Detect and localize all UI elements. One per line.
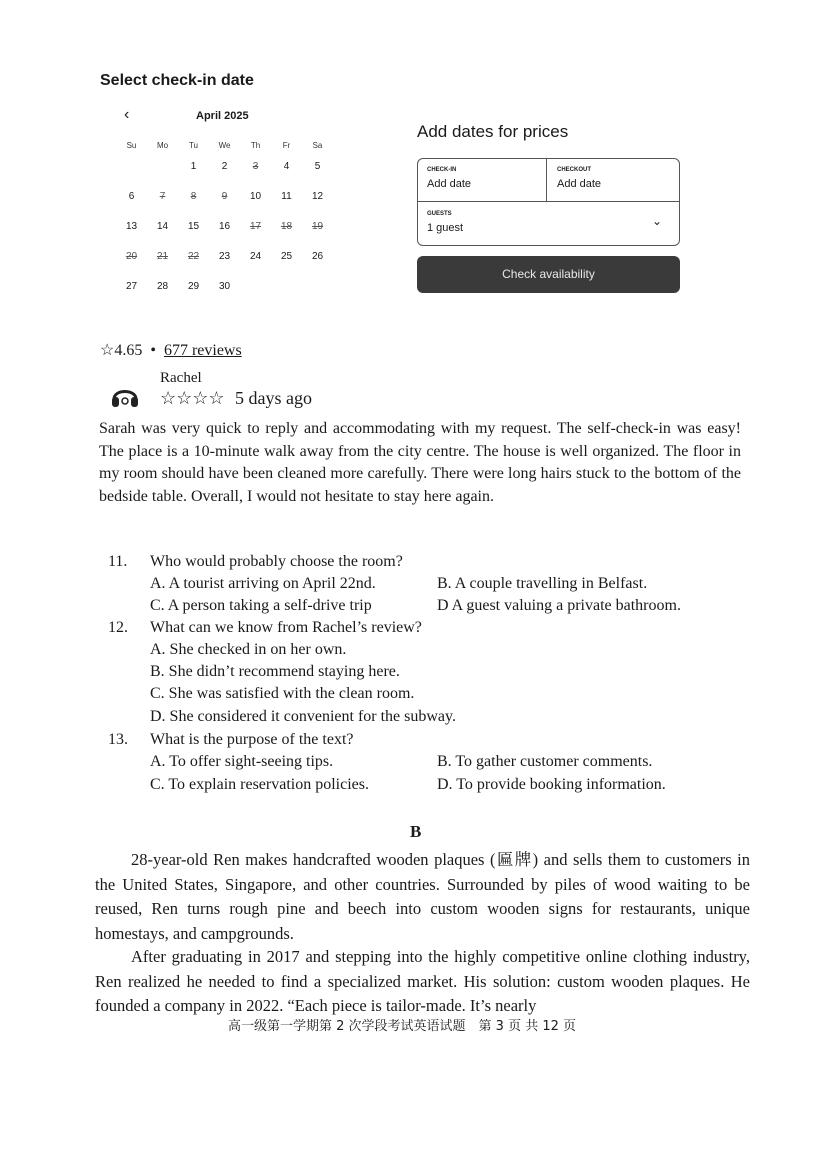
option-d: D. To provide booking information. xyxy=(437,776,666,793)
option-c: C. A person taking a self-drive trip xyxy=(150,597,372,614)
booking-box xyxy=(417,158,680,246)
calendar-day[interactable]: 25 xyxy=(280,251,293,262)
question-text: What is the purpose of the text? xyxy=(150,731,354,748)
option-b: B. A couple travelling in Belfast. xyxy=(437,575,648,592)
calendar-day-unavailable: 19 xyxy=(311,221,324,232)
calendar-day[interactable]: 15 xyxy=(187,221,200,232)
passage-paragraph-2: After graduating in 2017 and stepping into the highly competitive online clothing industry, Ren realized he needed to find a specialized market. His solution: custom wooden plaques. He founded a company in 2022. “Each piece is tailor-made. It’s nearly xyxy=(95,947,750,1015)
question-text: What can we know from Rachel’s review? xyxy=(150,619,422,636)
option-d: D A guest valuing a private bathroom. xyxy=(437,597,681,614)
calendar-day[interactable]: 10 xyxy=(249,191,262,202)
weekday-header: Th xyxy=(250,141,261,150)
calendar-day[interactable]: 11 xyxy=(281,191,292,202)
question-number: 11. xyxy=(108,553,128,570)
calendar-day[interactable]: 16 xyxy=(218,221,231,232)
option-d: D. She considered it convenient for the subway. xyxy=(150,708,456,725)
calendar-title: Select check-in date xyxy=(100,72,254,89)
guests-value: 1 guest xyxy=(427,222,464,234)
dates-divider xyxy=(546,159,547,201)
calendar-day-unavailable: 20 xyxy=(125,251,138,262)
check-availability-button[interactable]: Check availability xyxy=(417,256,680,293)
checkout-value: Add date xyxy=(557,178,602,190)
calendar-empty-cell xyxy=(271,278,302,308)
option-a: A. She checked in on her own. xyxy=(150,641,347,658)
rating-line xyxy=(100,340,242,360)
headset-avatar-icon xyxy=(110,382,140,410)
option-c: C. She was satisfied with the clean room. xyxy=(150,685,415,702)
calendar-day[interactable]: 5 xyxy=(314,161,321,172)
calendar-day-unavailable: 18 xyxy=(280,221,293,232)
chevron-down-icon[interactable]: ⌄ xyxy=(652,214,663,228)
calendar-empty-cell xyxy=(240,278,271,308)
weekday-header: Sa xyxy=(312,141,323,150)
calendar-day-unavailable: 7 xyxy=(159,191,166,202)
calendar-day-unavailable: 3 xyxy=(252,161,259,172)
checkin-value: Add date xyxy=(427,178,472,190)
calendar-day[interactable]: 6 xyxy=(128,191,135,202)
calendar-day[interactable]: 24 xyxy=(249,251,262,262)
calendar-day[interactable]: 14 xyxy=(156,221,169,232)
review-stars xyxy=(160,388,312,409)
calendar-day[interactable]: 30 xyxy=(218,281,231,292)
weekday-header: Su xyxy=(126,141,137,150)
rating-value: ☆4.65 xyxy=(100,342,143,359)
rating-separator: • xyxy=(150,342,156,359)
calendar-day[interactable]: 29 xyxy=(187,281,200,292)
weekday-header: Tu xyxy=(188,141,199,150)
calendar-day[interactable]: 2 xyxy=(221,161,228,172)
reviewer-name: Rachel xyxy=(160,370,202,386)
calendar-day[interactable]: 27 xyxy=(125,281,138,292)
calendar-grid xyxy=(116,138,333,308)
reviews-link[interactable]: 677 reviews xyxy=(163,342,242,359)
calendar-day[interactable]: 28 xyxy=(156,281,169,292)
option-a: A. A tourist arriving on April 22nd. xyxy=(150,575,376,592)
review-text: Sarah was very quick to reply and accommodating with my request. The self-check-in was easy! The place is a 10-minute walk away from the city centre. The house is well organized. The floor in my room should have been cleaned more carefully. There were long hairs stuck to the bottom of the bedside table. Overall, I would not hesitate to stay here again. xyxy=(99,420,741,505)
calendar-empty-cell xyxy=(147,158,178,188)
option-b: B. To gather customer comments. xyxy=(437,753,653,770)
checkout-label: CHECKOUT xyxy=(557,167,591,173)
chevron-left-icon[interactable]: ‹ xyxy=(124,106,130,123)
booking-title: Add dates for prices xyxy=(417,122,569,141)
calendar-day-unavailable: 8 xyxy=(190,191,197,202)
question-number: 12. xyxy=(108,619,128,636)
calendar-day[interactable]: 1 xyxy=(190,161,197,172)
question-number: 13. xyxy=(108,731,128,748)
calendar-month: April 2025 xyxy=(196,110,249,122)
option-a: A. To offer sight-seeing tips. xyxy=(150,753,334,770)
passage-paragraph-1: 28-year-old Ren makes handcrafted wooden plaques (匾牌) and sells them to customers in the United States, Singapore, and other countries. Surrounded by piles of wood waiting to be reused, Ren turns rough pine and beech into custom wooden signs for restaurants, unique homestays, and campgrounds. xyxy=(95,850,750,943)
section-heading: B xyxy=(410,822,422,841)
review-time: 5 days ago xyxy=(235,388,313,408)
calendar-empty-cell xyxy=(302,278,333,308)
calendar-empty-cell xyxy=(116,158,147,188)
calendar-day[interactable]: 23 xyxy=(218,251,231,262)
calendar-day[interactable]: 13 xyxy=(125,221,138,232)
calendar-day-unavailable: 17 xyxy=(249,221,262,232)
weekday-header: Fr xyxy=(282,141,291,150)
weekday-header: Mo xyxy=(156,141,169,150)
checkin-label: CHECK-IN xyxy=(427,167,457,173)
question-text: Who would probably choose the room? xyxy=(150,553,403,570)
calendar-day-unavailable: 21 xyxy=(156,251,169,262)
calendar-day[interactable]: 4 xyxy=(283,161,290,172)
calendar-day[interactable]: 26 xyxy=(311,251,324,262)
star-rating-icons: ☆☆☆☆ xyxy=(160,388,225,408)
calendar-day-unavailable: 22 xyxy=(187,251,200,262)
option-c: C. To explain reservation policies. xyxy=(150,776,369,793)
guests-label: GUESTS xyxy=(427,211,452,217)
weekday-header: We xyxy=(218,141,231,150)
calendar-day[interactable]: 12 xyxy=(311,191,324,202)
calendar-day-unavailable: 9 xyxy=(221,191,228,202)
page-footer: 高一级第一学期第 2 次学段考试英语试题 第 3 页 共 12 页 xyxy=(228,1019,577,1034)
option-b: B. She didn’t recommend staying here. xyxy=(150,663,400,680)
